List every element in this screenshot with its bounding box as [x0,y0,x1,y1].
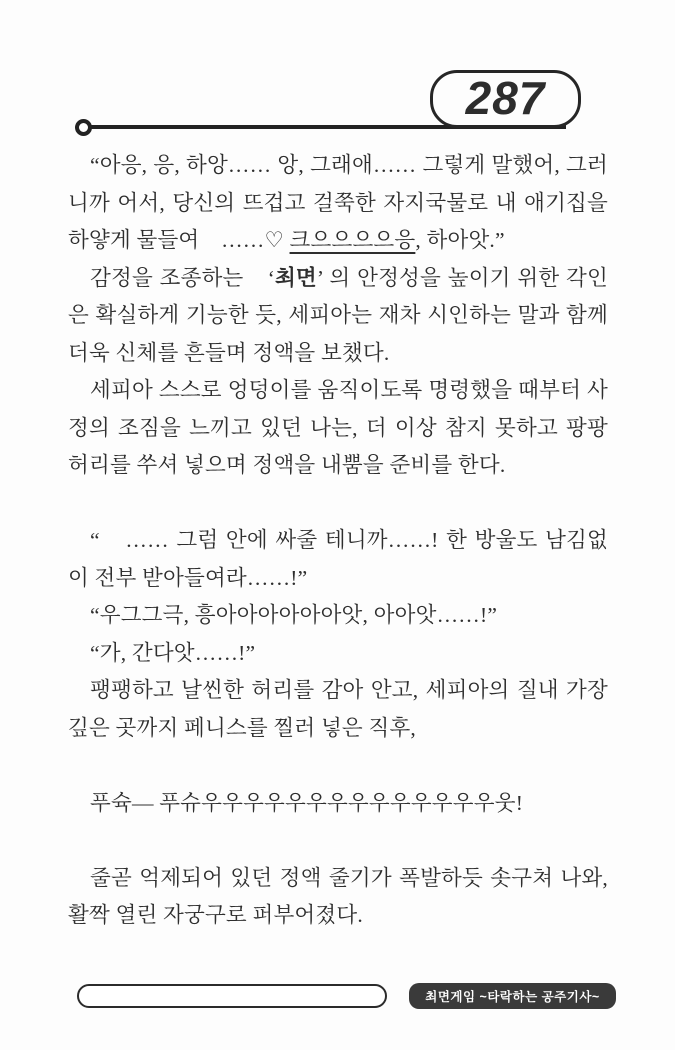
page-number-badge [430,70,581,128]
text-segment: , 하아앗.” [415,228,505,252]
text-segment: 세피아 스스로 엉덩이를 움직이도록 명령했을 때부터 사정의 조짐을 느끼고 있던 나는, 더 이상 참지 못하고 팡팡 허리를 쑤셔 넣으며 정액을 내뿜을 준비를 한다. [68,378,608,477]
paragraph [68,635,608,673]
paragraph [68,860,608,935]
book-title-label: 최면게임 ~타락하는 공주기사~ [425,990,600,1004]
paragraph [68,522,608,597]
text-segment: 줄곧 억제되어 있던 정액 줄기가 폭발하듯 솟구쳐 나와, 활짝 열린 자궁구로 퍼부어졌다. [68,865,608,927]
page-number: 287 [465,71,546,124]
text-segment: 감정을 조종하는 ‘ [90,265,275,290]
text-segment: 푸슉— 푸슈우우우우우우우우우우우우우우웃! [90,790,524,815]
text-segment: “가, 간다앗……!” [90,640,256,665]
paragraph [68,147,608,260]
paragraph [68,672,608,747]
text-segment: “아응, 응, 하앙…… 앙, 그래애…… 그렇게 말했어, 그러니까 어서, 당신의 뜨겁고 걸쭉한 자지국물로 내 애기집을 하얗게 물들여 ……♡ [68,153,608,252]
paragraph [68,597,608,635]
text-segment: 팽팽하고 날씬한 허리를 감아 안고, 세피아의 질내 가장 깊은 곳까지 페니스를 찔러 넣은 직후, [68,678,608,740]
text-segment: 크으으으으응 [289,228,416,252]
footer-pill [77,984,387,1008]
text-segment: 최면 [274,265,317,290]
paragraph [68,260,608,373]
text-segment: “우그그극, 흥아아아아아아앗, 아아앗……!” [90,603,498,627]
text-segment: “ …… 그럼 안에 싸줄 테니까……! 한 방울도 남김없이 전부 받아들여라……!” [68,528,608,590]
paragraph [68,785,608,823]
paragraph [68,372,608,485]
book-title-badge [409,983,616,1009]
page-text [68,147,608,935]
text-segment: ’ 의 안정성을 높이기 위한 각인은 확실하게 기능한 듯, 세피아는 재차 시인하는 말과 함께 더욱 신체를 흔들며 정액을 보챘다. [68,265,608,365]
